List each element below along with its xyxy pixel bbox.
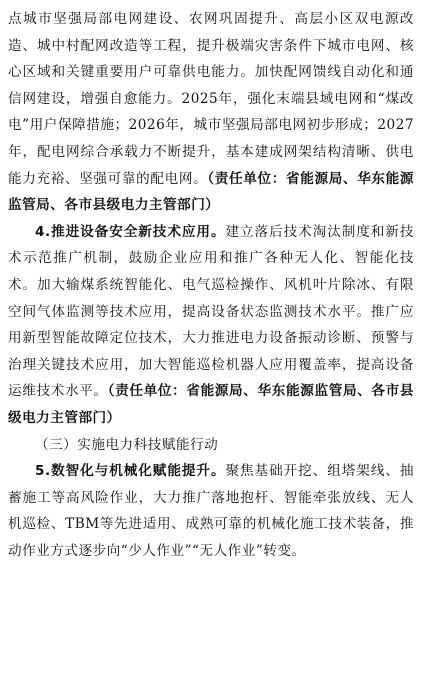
item-4-responsibility: （责任单位：省能源局、华东能源监管局、各市县级电力主管部门） (8, 383, 415, 426)
section-3-title: （三）实施电力科技赋能行动 (35, 436, 219, 453)
item-5-heading: 5.数智化与机械化赋能提升。 (35, 463, 226, 480)
responsibility-units: （责任单位：省能源局、华东能源监管局、各市县级电力主管部门） (8, 170, 415, 214)
item-4-body: 建立落后技术淘汰制度和新技术示范推广机制，鼓励企业应用和推广各种无人化、智能化技术。加大输煤系统智能化、电气巡检操作、风机叶片除冰、有限空间气体监测等技术应用，提高设备状态监测技术水平。推广应用新型智能故障定位技术，大力推进电力设备振动诊断、预警与治理关键技术应用，加大智能巡检机器人应用覆盖率，提高设备运维技术水平。 (8, 223, 414, 400)
item-4-heading: 4.推进设备安全新技术应用。 (35, 223, 226, 240)
item-5-body: 聚焦基础开挖、组塔架线、抽蓄施工等高风险作业，大力推广落地抱杆、智能牵张放线、无人机巡检、TBM等先进适用、成熟可靠的机械化施工技术装备，推动作业方式逐步向“少人作业”“无人作业”转变。 (8, 463, 414, 559)
item-4-paragraph (8, 219, 414, 432)
paragraph-body: 点城市坚强局部电网建设、农网巩固提升、高层小区双电源改造、城中村配网改造等工程，提升极端灾害条件下城市电网、核心区域和关键重要用户可靠供电能力。加快配网馈线自动化和通信网建设，增强自愈能力。2025年，强化末端县域电网和“煤改电”用户保障措施；2026年，城市坚强局部电网初步形成；2027年，配电网综合承载力不断提升，基本建成网架结构清晰、供电能力充裕、坚强可靠的配电网。 (8, 11, 414, 187)
paragraph-grid-construction (8, 6, 414, 219)
item-5-paragraph (8, 458, 414, 564)
